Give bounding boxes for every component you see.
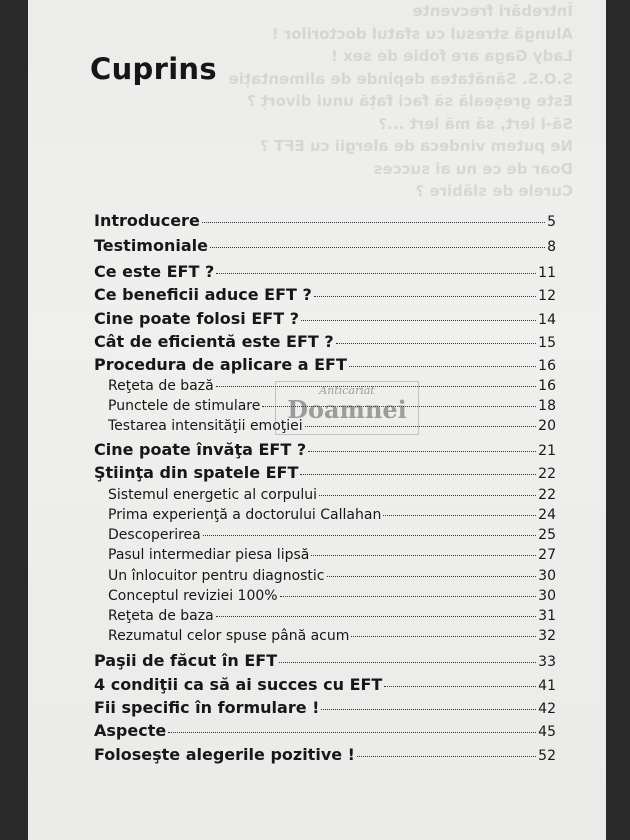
toc-label: Pasul intermediar piesa lipsă xyxy=(108,547,310,563)
toc-label: Descoperirea xyxy=(108,527,201,543)
dot-leader xyxy=(216,273,536,274)
toc-page-number: 24 xyxy=(538,507,556,523)
toc-label: Introducere xyxy=(94,211,200,230)
toc-page-number: 45 xyxy=(538,724,556,740)
book-page xyxy=(28,0,606,840)
toc-page-number: 21 xyxy=(538,443,556,459)
toc-label: Aspecte xyxy=(94,721,167,740)
toc-page-number: 15 xyxy=(538,335,556,351)
toc-label: Cât de eficientă este EFT ? xyxy=(94,332,334,351)
toc-section xyxy=(108,588,556,604)
toc-page-number: 22 xyxy=(538,487,556,503)
dot-leader xyxy=(321,709,536,710)
toc-label: Rezumatul celor spuse până acum xyxy=(108,628,350,644)
toc-page-number: 32 xyxy=(538,628,556,644)
toc-label: Ştiinţa din spatele EFT xyxy=(94,463,299,482)
toc-label: Ce beneficii aduce EFT ? xyxy=(94,285,312,304)
toc-label: Paşii de făcut în EFT xyxy=(94,651,278,670)
dot-leader xyxy=(351,636,536,637)
toc-chapter xyxy=(94,236,556,255)
toc-page-number: 52 xyxy=(538,748,556,764)
toc-page-number: 25 xyxy=(538,527,556,543)
toc-label: Un înlocuitor pentru diagnostic xyxy=(108,568,325,584)
dot-leader xyxy=(311,555,536,556)
toc-page-number: 41 xyxy=(538,678,556,694)
toc-label: Testimoniale xyxy=(94,236,208,255)
dot-leader xyxy=(308,451,536,452)
watermark-line1: Anticariat xyxy=(319,384,375,397)
toc-label: Cine poate folosi EFT ? xyxy=(94,309,299,328)
watermark-stamp xyxy=(275,381,419,435)
toc-section xyxy=(108,527,556,543)
toc-page-number: 18 xyxy=(538,398,556,414)
page-title: Cuprins xyxy=(90,52,217,86)
toc-section xyxy=(108,547,556,563)
dot-leader xyxy=(349,366,536,367)
bleed-line: Ne putem vindeca de alergii cu EFT ? xyxy=(260,137,573,155)
dot-leader xyxy=(301,320,536,321)
dot-leader xyxy=(202,222,545,223)
bleed-line: Lady Gaga are fobie de sex ! xyxy=(331,47,573,65)
toc-chapter xyxy=(94,309,556,328)
toc-page-number: 5 xyxy=(547,214,556,230)
toc-page-number: 20 xyxy=(538,418,556,434)
toc-chapter xyxy=(94,745,556,764)
toc-page-number: 30 xyxy=(538,568,556,584)
bleed-line: Doar de ce nu ai succes xyxy=(373,159,573,178)
dot-leader xyxy=(216,616,536,617)
bleed-line: Este greșeală să faci față unui divorț ? xyxy=(247,92,573,110)
toc-chapter xyxy=(94,332,556,351)
toc-chapter xyxy=(94,262,556,281)
toc-page-number: 11 xyxy=(538,265,556,281)
toc-section xyxy=(108,568,556,584)
bleed-line: Să-i iert, să mă iert ...? xyxy=(378,114,573,133)
toc-section xyxy=(108,507,556,523)
toc-section xyxy=(108,487,556,503)
toc-label: Reţeta de bază xyxy=(108,378,214,394)
dot-leader xyxy=(280,596,537,597)
toc-page-number: 8 xyxy=(547,239,556,255)
toc-section xyxy=(108,628,556,644)
dot-leader xyxy=(319,495,536,496)
toc-label: 4 condiţii ca să ai succes cu EFT xyxy=(94,675,383,694)
toc-label: Ce este EFT ? xyxy=(94,262,215,281)
dot-leader xyxy=(279,662,536,663)
toc-label: Reţeta de baza xyxy=(108,608,214,624)
toc-chapter xyxy=(94,211,556,230)
toc-label: Prima experienţă a doctorului Callahan xyxy=(108,507,382,523)
dot-leader xyxy=(327,576,537,577)
toc-page-number: 42 xyxy=(538,701,556,717)
dot-leader xyxy=(383,515,536,516)
toc-label: Sistemul energetic al corpului xyxy=(108,487,318,503)
toc-chapter xyxy=(94,355,556,374)
toc-label: Fii specific în formulare ! xyxy=(94,698,320,717)
toc-label: Conceptul reviziei 100% xyxy=(108,588,278,604)
bleed-through-text xyxy=(228,0,573,203)
dot-leader xyxy=(300,474,536,475)
toc-label: Cine poate învăţa EFT ? xyxy=(94,440,307,459)
toc-page-number: 30 xyxy=(538,588,556,604)
toc-page-number: 31 xyxy=(538,608,556,624)
toc-page-number: 12 xyxy=(538,288,556,304)
toc-label: Procedura de aplicare a EFT xyxy=(94,355,347,374)
dot-leader xyxy=(314,296,536,297)
toc-page-number: 14 xyxy=(538,312,556,328)
toc-chapter xyxy=(94,440,556,459)
toc-label: Foloseşte alegerile pozitive ! xyxy=(94,745,355,764)
toc-section xyxy=(108,608,556,624)
bleed-line: Curele de slăbire ? xyxy=(415,182,573,200)
toc-page-number: 33 xyxy=(538,654,556,670)
dot-leader xyxy=(203,535,536,536)
bleed-line: Alungă stresul cu sfatul doctorilor ! xyxy=(271,24,573,43)
toc-chapter xyxy=(94,463,556,482)
toc-label: Punctele de stimulare xyxy=(108,398,261,414)
watermark-line2: Doamnei xyxy=(287,395,407,424)
bleed-line: Întrebări frecvente xyxy=(412,2,573,20)
bleed-line: S.O.S. Sănătatea depinde de alimentație xyxy=(228,69,573,88)
dot-leader xyxy=(210,247,545,248)
toc-page-number: 27 xyxy=(538,547,556,563)
toc-chapter xyxy=(94,675,556,694)
dot-leader xyxy=(384,686,536,687)
toc-chapter xyxy=(94,651,556,670)
toc-page-number: 16 xyxy=(538,378,556,394)
toc-chapter xyxy=(94,285,556,304)
toc-page-number: 16 xyxy=(538,358,556,374)
dot-leader xyxy=(336,343,537,344)
toc-chapter xyxy=(94,698,556,717)
dot-leader xyxy=(357,756,536,757)
toc-label: Testarea intensităţii emoţiei xyxy=(108,418,303,434)
toc-page-number: 22 xyxy=(538,466,556,482)
dot-leader xyxy=(168,732,536,733)
toc-chapter xyxy=(94,721,556,740)
